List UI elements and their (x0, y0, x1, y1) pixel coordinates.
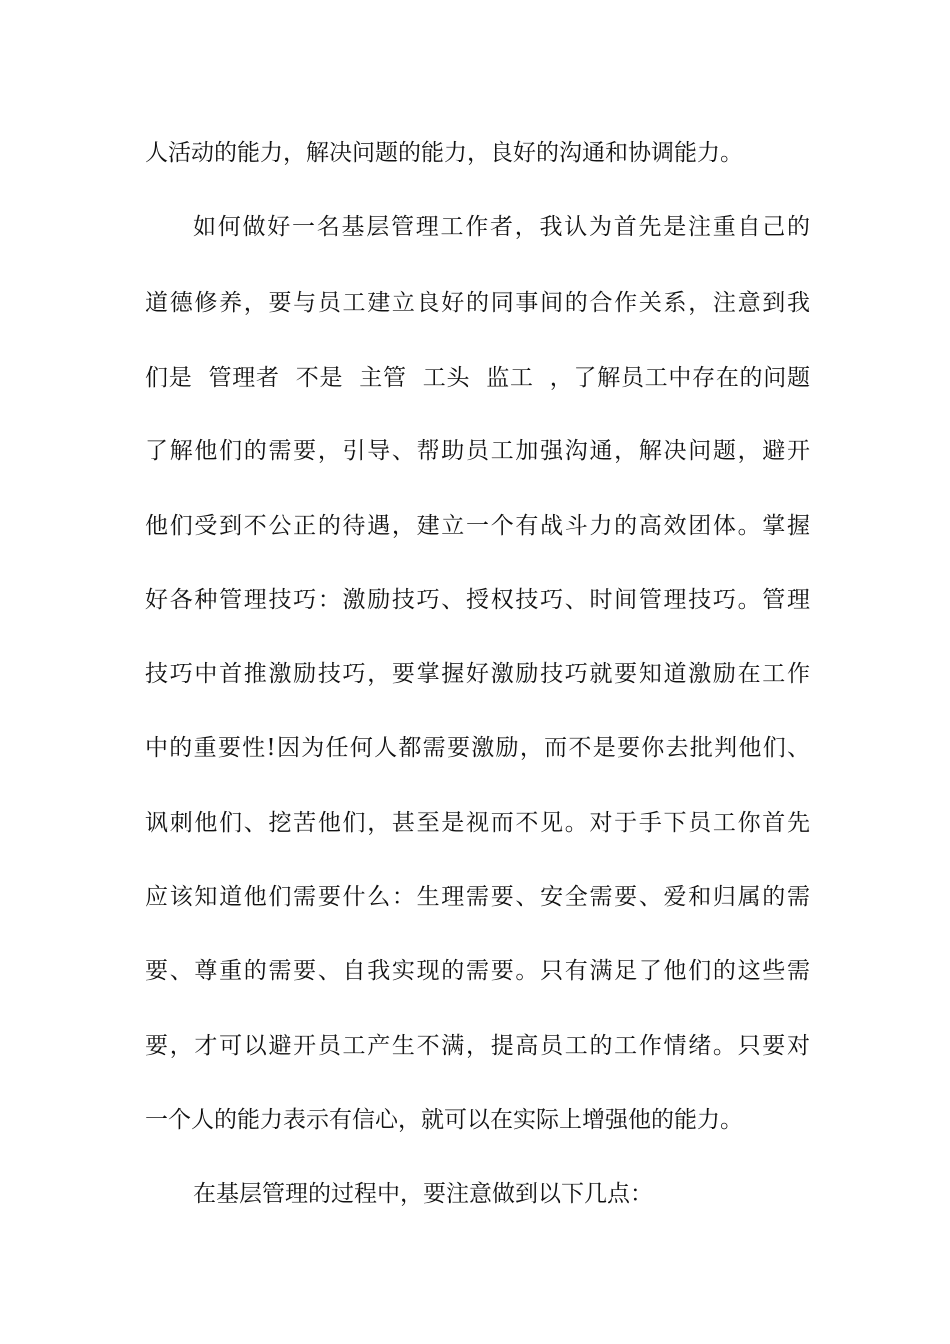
text-line-3: 道德修养，要与员工建立良好的同事间的合作关系，注意到我 (145, 290, 810, 316)
text-line-6: 他们受到不公正的待遇，建立一个有战斗力的高效团体。掌握 (145, 513, 810, 539)
text-line-7: 好各种管理技巧：激励技巧、授权技巧、时间管理技巧。管理 (145, 587, 810, 613)
text-line-10: 讽刺他们、挖苦他们，甚至是视而不见。对于手下员工你首先 (145, 810, 810, 836)
text-line-13: 要，才可以避开员工产生不满，提高员工的工作情绪。只要对 (145, 1033, 810, 1059)
text-line-14: 一个人的能力表示有信心，就可以在实际上增强他的能力。 (145, 1107, 743, 1133)
paragraph-2-line-1: 如何做好一名基层管理工作者，我认为首先是注重自己的 (193, 214, 810, 240)
text-line-4: 们是 管理者 不是 主管 工头 监工 ，了解员工中存在的问题 (145, 365, 810, 391)
text-line-5: 了解他们的需要，引导、帮助员工加强沟通，解决问题，避开 (145, 438, 810, 464)
paragraph-3-line-1: 在基层管理的过程中，要注意做到以下几点： (193, 1181, 653, 1207)
text-line-12: 要、尊重的需要、自我实现的需要。只有满足了他们的这些需 (145, 958, 810, 984)
text-line-8: 技巧中首推激励技巧，要掌握好激励技巧就要知道激励在工作 (145, 661, 810, 687)
text-line-11: 应该知道他们需要什么：生理需要、安全需要、爱和归属的需 (145, 884, 810, 910)
text-line-9: 中的重要性!因为任何人都需要激励，而不是要你去批判他们、 (145, 735, 810, 761)
text-line-1: 人活动的能力，解决问题的能力，良好的沟通和协调能力。 (145, 140, 743, 166)
